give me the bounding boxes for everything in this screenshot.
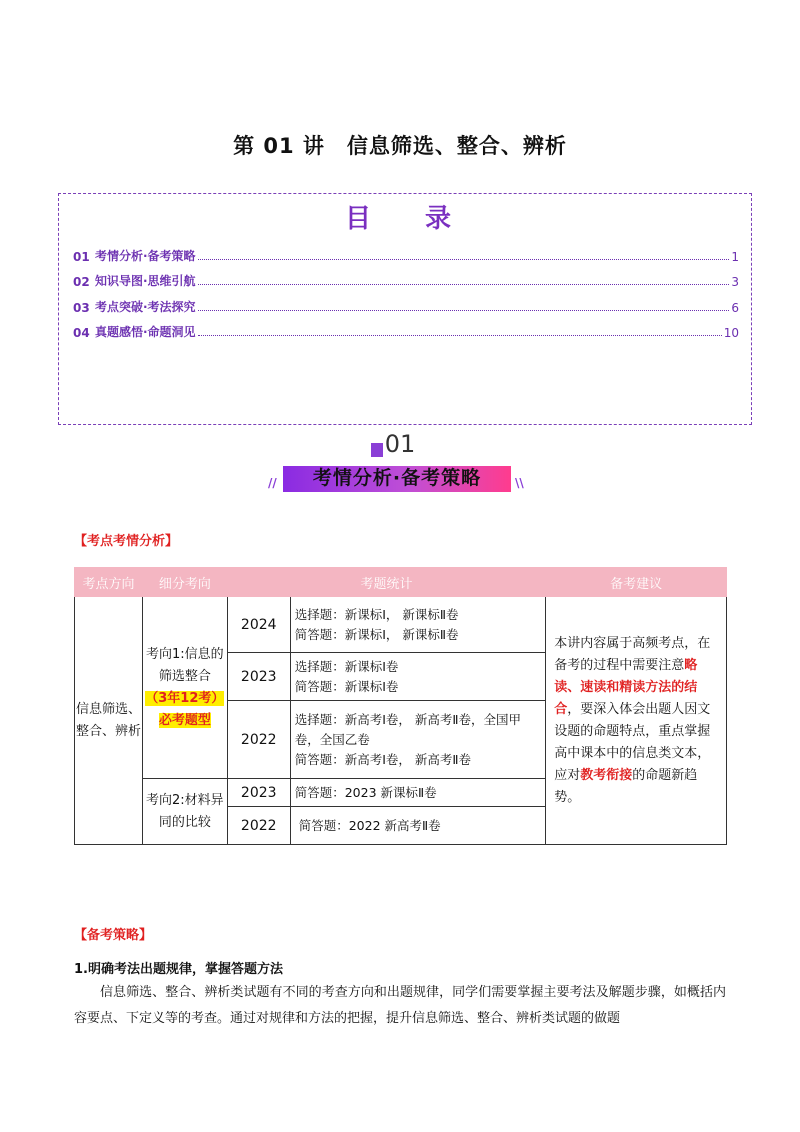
toc-leader-dots xyxy=(198,310,730,311)
toc-leader-dots xyxy=(198,284,730,285)
strategy-paragraph: 信息筛选、整合、辨析类试题有不同的考查方向和出题规律，同学们需要掌握主要考法及解题步骤，如概括内容要点、下定义等的考查。通过对规律和方法的把握，提升信息筛选、整合、辨析类试题的做题 xyxy=(74,985,726,1026)
question-cell xyxy=(290,653,546,701)
toc-item-number: 01 xyxy=(73,250,90,264)
sub-direction-1-cell xyxy=(142,597,227,779)
toc-item[interactable] xyxy=(73,297,739,315)
toc-leader-dots xyxy=(198,335,722,336)
question-cell xyxy=(290,701,546,779)
advice-cell xyxy=(546,597,727,845)
exam-analysis-label: 【考点考情分析】 xyxy=(74,534,179,549)
question-line: 简答题：2022 新高考Ⅱ卷 xyxy=(298,817,441,833)
toc-item-page: 10 xyxy=(723,326,739,340)
banner-slash-right: \\ xyxy=(515,476,524,490)
toc-item-label: 考情分析·备考策略 xyxy=(95,249,196,263)
page-title: 第 01 讲 信息筛选、整合、辨析 xyxy=(233,134,567,158)
toc-item-number: 04 xyxy=(73,326,90,340)
sub-direction-1-text: 考向1:信息的筛选整合 xyxy=(146,646,224,684)
toc-item-label: 考点突破·考法探究 xyxy=(95,300,196,314)
table-header-row xyxy=(75,568,727,597)
question-line: 简答题：新课标Ⅰ， 新课标Ⅱ卷 xyxy=(294,626,459,642)
question-line: 简答题：新高考Ⅰ卷， 新高考Ⅱ卷 xyxy=(294,751,472,767)
advice-text: 的命题新趋势。 xyxy=(554,767,698,805)
year-cell: 2022 xyxy=(227,701,290,779)
question-line: 选择题：新课标Ⅰ， 新课标Ⅱ卷 xyxy=(294,606,459,622)
toc-item-number: 02 xyxy=(73,275,90,289)
year-cell: 2023 xyxy=(227,779,290,807)
advice-highlight: 略读、速读和精读方法的结合 xyxy=(554,657,698,717)
toc-item-label: 知识导图·思维引航 xyxy=(95,274,196,288)
question-line: 简答题：2023 新课标Ⅱ卷 xyxy=(294,784,437,800)
section-number: 01 xyxy=(384,430,416,458)
question-line: 选择题：新高考Ⅰ卷， 新高考Ⅱ卷，全国甲卷，全国乙卷 xyxy=(294,711,522,747)
question-line: 简答题：新课标Ⅰ卷 xyxy=(294,678,399,694)
table-row xyxy=(75,597,727,653)
sub-direction-2-cell: 考向2:材料异同的比较 xyxy=(142,779,227,845)
question-line: 选择题：新课标Ⅰ卷 xyxy=(294,658,399,674)
toc-item[interactable] xyxy=(73,246,739,264)
header-cell: 细分考向 xyxy=(142,568,227,597)
year-cell: 2023 xyxy=(227,653,290,701)
toc-item-number: 03 xyxy=(73,301,90,315)
question-cell xyxy=(290,779,546,807)
toc-leader-dots xyxy=(198,259,730,260)
table-of-contents xyxy=(58,193,752,425)
toc-heading: 目 录 xyxy=(344,204,465,234)
toc-item-page: 3 xyxy=(731,275,739,289)
header-cell: 考点方向 xyxy=(75,568,143,597)
header-cell: 备考建议 xyxy=(546,568,727,597)
advice-text: 本讲内容属于高频考点，在备考的过程中需要注意 xyxy=(554,635,711,673)
toc-item-page: 1 xyxy=(731,250,739,264)
toc-item-page: 6 xyxy=(731,301,739,315)
banner-slash-left: // xyxy=(268,476,277,490)
question-cell xyxy=(290,807,546,845)
strategy-heading: 1.明确考法出题规律，掌握答题方法 xyxy=(74,962,283,977)
exam-stats-table xyxy=(74,567,727,845)
frequency-badge: （3年12考） xyxy=(145,690,225,706)
must-test-badge: 必考题型 xyxy=(158,712,211,728)
section-title: 考情分析·备考策略 xyxy=(312,467,482,489)
advice-highlight: 教考衔接 xyxy=(580,767,633,783)
toc-item[interactable] xyxy=(73,271,739,289)
header-cell: 考题统计 xyxy=(227,568,545,597)
strategy-label: 【备考策略】 xyxy=(74,928,153,943)
year-cell: 2024 xyxy=(227,597,290,653)
advice-text: ，要深入体会出题人因文设题的命题特点，重点掌握高中课本中的信息类文本，应对 xyxy=(554,701,711,783)
year-cell: 2022 xyxy=(227,807,290,845)
toc-item[interactable] xyxy=(73,322,739,340)
toc-item-label: 真题感悟·命题洞见 xyxy=(95,325,196,339)
question-cell xyxy=(290,597,546,653)
direction-cell: 信息筛选、整合、辨析 xyxy=(75,597,143,845)
